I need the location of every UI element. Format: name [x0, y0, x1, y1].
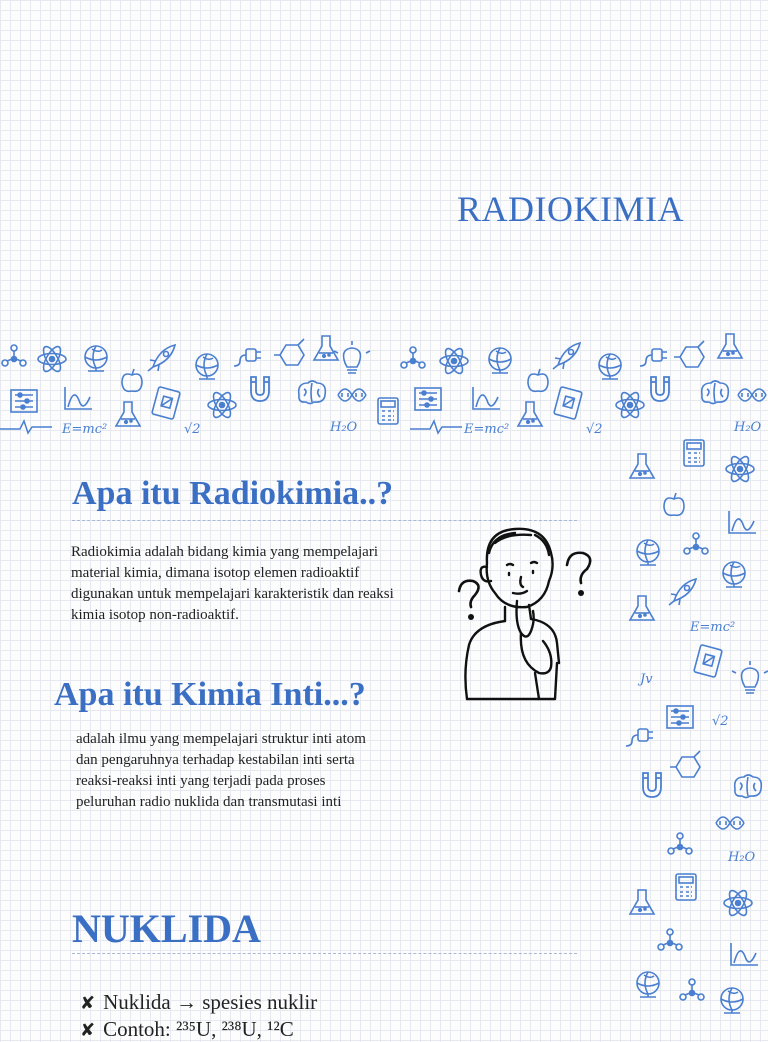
svg-text:Jv: Jv	[640, 672, 653, 687]
tablet-icon	[152, 387, 180, 420]
flask-icon	[718, 334, 742, 358]
atom-icon	[440, 346, 468, 376]
flask-icon	[630, 596, 654, 620]
atom-icon	[726, 454, 754, 484]
brain-icon	[299, 381, 326, 404]
atom-icon	[208, 390, 236, 420]
flask-icon	[630, 890, 654, 914]
title-slide	[0, 0, 768, 435]
dna-icon	[738, 389, 766, 401]
calculator-icon	[378, 398, 398, 424]
dna-icon	[716, 817, 744, 829]
apple-icon	[528, 369, 548, 391]
globe-icon	[85, 346, 107, 371]
atom-icon	[38, 344, 66, 374]
atom-icon	[724, 888, 752, 918]
globe-icon	[723, 562, 745, 587]
flask-icon	[116, 402, 140, 426]
globe-icon	[489, 348, 511, 373]
svg-text:H₂O: H₂O	[728, 850, 756, 865]
plug-icon	[234, 349, 261, 366]
svg-text:H₂O: H₂O	[734, 420, 762, 435]
svg-text:√2: √2	[586, 422, 603, 437]
cross-bullet-icon: ✘	[80, 993, 96, 1014]
cross-bullet-icon: ✘	[80, 1020, 96, 1041]
radiokimia-definition: Radiokimia adalah bidang kimia yang mempelajari material kimia, dimana isotop elemen radioaktif digunakan untuk mempelajari karakteristik dan reaksi kimia isotop non-radioaktif.	[71, 544, 394, 623]
plug-icon	[640, 349, 667, 366]
science-doodle-band	[0, 333, 768, 435]
rocket-icon	[553, 343, 580, 369]
science-doodle-column	[620, 865, 768, 1024]
svg-text:√2: √2	[184, 422, 201, 437]
molecule-icon	[401, 347, 425, 368]
svg-text:E=mc²: E=mc²	[62, 422, 108, 437]
thinking-person-illustration	[435, 523, 615, 713]
calculator-icon	[684, 440, 704, 466]
tablet-icon	[694, 645, 722, 678]
brain-icon	[735, 775, 762, 798]
brain-icon	[702, 381, 729, 404]
bullet-text: Contoh: ²³⁵U, ²³⁸U, ¹²C	[103, 1017, 294, 1041]
rocket-icon	[148, 345, 175, 371]
heading-divider	[72, 953, 577, 954]
plug-icon	[626, 729, 653, 746]
flask-icon	[630, 454, 654, 478]
heading-nuklida: NUKLIDA	[72, 906, 261, 951]
globe-icon	[637, 972, 659, 997]
atom-icon	[616, 390, 644, 420]
kimia-inti-definition: adalah ilmu yang mempelajari struktur inti atom dan pengaruhnya terhadap kestabilan inti serta reaksi-reaksi inti yang terjadi pada proses peluruhan radio nuklida dan transmutasi inti	[76, 731, 366, 810]
lightbulb-icon	[334, 341, 370, 373]
tablet-icon	[554, 387, 582, 420]
chart-icon	[473, 387, 500, 409]
svg-text:H₂O: H₂O	[330, 420, 358, 435]
globe-icon	[637, 540, 659, 565]
chart-icon	[731, 943, 758, 965]
hexagon-molecule-icon	[674, 341, 704, 367]
definition-slide	[0, 435, 768, 865]
magnet-icon	[251, 377, 269, 401]
bullet-text: Nuklida → spesies nuklir	[103, 990, 318, 1014]
magnet-icon	[643, 773, 661, 797]
globe-icon	[721, 988, 743, 1013]
molecule-icon	[668, 833, 692, 854]
heading-apa-itu-kimia-inti: Apa itu Kimia Inti...?	[54, 676, 366, 713]
hexagon-molecule-icon	[274, 339, 304, 365]
nuklida-slide	[0, 865, 768, 1041]
svg-text:E=mc²: E=mc²	[690, 620, 736, 635]
globe-icon	[599, 354, 621, 379]
chart-icon	[729, 511, 756, 533]
bullet-item	[80, 990, 317, 1015]
magnet-icon	[651, 377, 669, 401]
svg-text:√2: √2	[712, 714, 729, 729]
bullet-item-partial	[80, 1017, 294, 1042]
molecule-icon	[684, 533, 708, 554]
apple-icon	[664, 493, 684, 515]
flask-icon	[518, 402, 542, 426]
rocket-icon	[669, 579, 696, 605]
slide-title: RADIOKIMIA	[457, 189, 684, 229]
board-icon	[415, 388, 441, 410]
dna-icon	[338, 389, 366, 401]
question-mark-icon	[459, 553, 590, 607]
lightbulb-icon	[732, 661, 768, 693]
calculator-icon	[676, 874, 696, 900]
flask-icon	[314, 336, 338, 360]
board-icon	[11, 390, 37, 412]
heading-divider	[72, 520, 577, 521]
science-doodle-column	[620, 435, 768, 865]
molecule-icon	[658, 929, 682, 950]
chart-icon	[65, 387, 92, 409]
molecule-icon	[680, 979, 704, 1000]
svg-text:E=mc²: E=mc²	[464, 422, 510, 437]
apple-icon	[122, 369, 142, 391]
board-icon	[667, 706, 693, 728]
heading-apa-itu-radiokimia: Apa itu Radiokimia..?	[72, 475, 394, 512]
molecule-icon	[2, 345, 26, 366]
globe-icon	[196, 354, 218, 379]
hexagon-molecule-icon	[670, 751, 700, 777]
